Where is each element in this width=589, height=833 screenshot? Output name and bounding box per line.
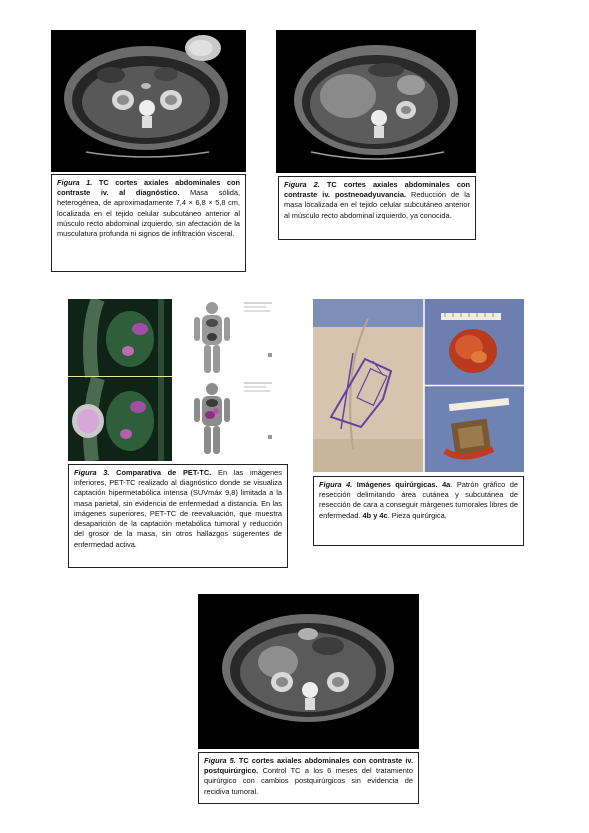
figure-5-ct-image — [198, 594, 419, 749]
ct-scan-graphic — [276, 30, 476, 173]
figure-4-surgical-image — [313, 299, 524, 472]
figure-label: Figura 2. — [284, 180, 320, 189]
figure-label: Figura 4. — [319, 480, 353, 489]
figure-text: . Patrón gráfico de resección delimitando área cutánea y subcutánea de resección de cara a conseguir márgenes tumorales libres de enfermedad. — [319, 480, 518, 520]
figure-text: . Pieza quirúrgica. — [387, 510, 447, 520]
figure-3-caption — [68, 464, 288, 568]
figure-heading: TC cortes axiales abdominales con contraste iv. postneoadyuvancia. — [284, 180, 470, 200]
figure-3-pet-ct-image — [68, 299, 282, 461]
figure-heading: TC cortes axiales abdominales con contraste iv. postquirúrgico. — [204, 756, 413, 776]
figure-heading: TC cortes axiales abdominales con contraste iv. al diagnóstico. — [57, 178, 240, 198]
pet-sagittal-panels — [68, 299, 172, 461]
pet-mip-panels — [172, 299, 282, 461]
figure-ref: 4b y 4c — [360, 510, 388, 520]
ct-scan-graphic — [198, 594, 419, 749]
figure-1-caption — [51, 174, 246, 272]
figure-2-ct-image — [276, 30, 476, 173]
pet-sagittal-graphic — [68, 299, 172, 461]
figure-label: Figura 1. — [57, 178, 93, 187]
figure-text: Reducción de la masa localizada en el tejido celular subcutáneo anterior al músculo recto abdominal izquierdo, ya conocida. — [284, 190, 470, 220]
figure-4-caption — [313, 476, 524, 546]
ct-scan-graphic — [51, 30, 246, 172]
figure-label: Figura 3. — [74, 468, 110, 477]
figure-2-caption — [278, 176, 476, 240]
figure-text: Masa sólida, heterogénea, de aproximadamente 7,4 × 6,8 × 5,8 cm, localizada en el tejido celular subcutáneo anterior al músculo recto abdominal izquierdo, sin afectación de la musculatura profunda ni signos de infiltración visceral. — [57, 188, 240, 239]
pet-panel-divider — [68, 376, 172, 377]
figure-1-ct-image — [51, 30, 246, 172]
figure-text: En las imágenes inferiores, PET-TC realizado al diagnóstico donde se visualiza captación hipermetabólica intensa (SUVmáx 9,8) limitada a la masa parietal, sin evidencia de enfermedad a distancia. En las imágenes superiores, PET-TC de reevaluación, que muestra desaparición de la captación metabólica tumoral y reducción del grosor de la masa, sin otros hallazgos sugerentes de enfermedad activa. — [74, 468, 282, 549]
pet-mip-graphic — [172, 299, 282, 461]
surgical-photo-graphic — [313, 299, 524, 472]
figure-ref: 4a — [437, 480, 451, 489]
figure-label: Figura 5. — [204, 756, 236, 765]
figure-5-caption — [198, 752, 419, 804]
figure-heading: Imágenes quirúrgicas. — [352, 480, 438, 489]
figure-heading: Comparativa de PET-TC. — [109, 468, 212, 477]
figure-text: Control TC a los 6 meses del tratamiento quirúrgico con cambios postquirúrgicos sin evidencia de recidiva tumoral. — [204, 766, 413, 796]
